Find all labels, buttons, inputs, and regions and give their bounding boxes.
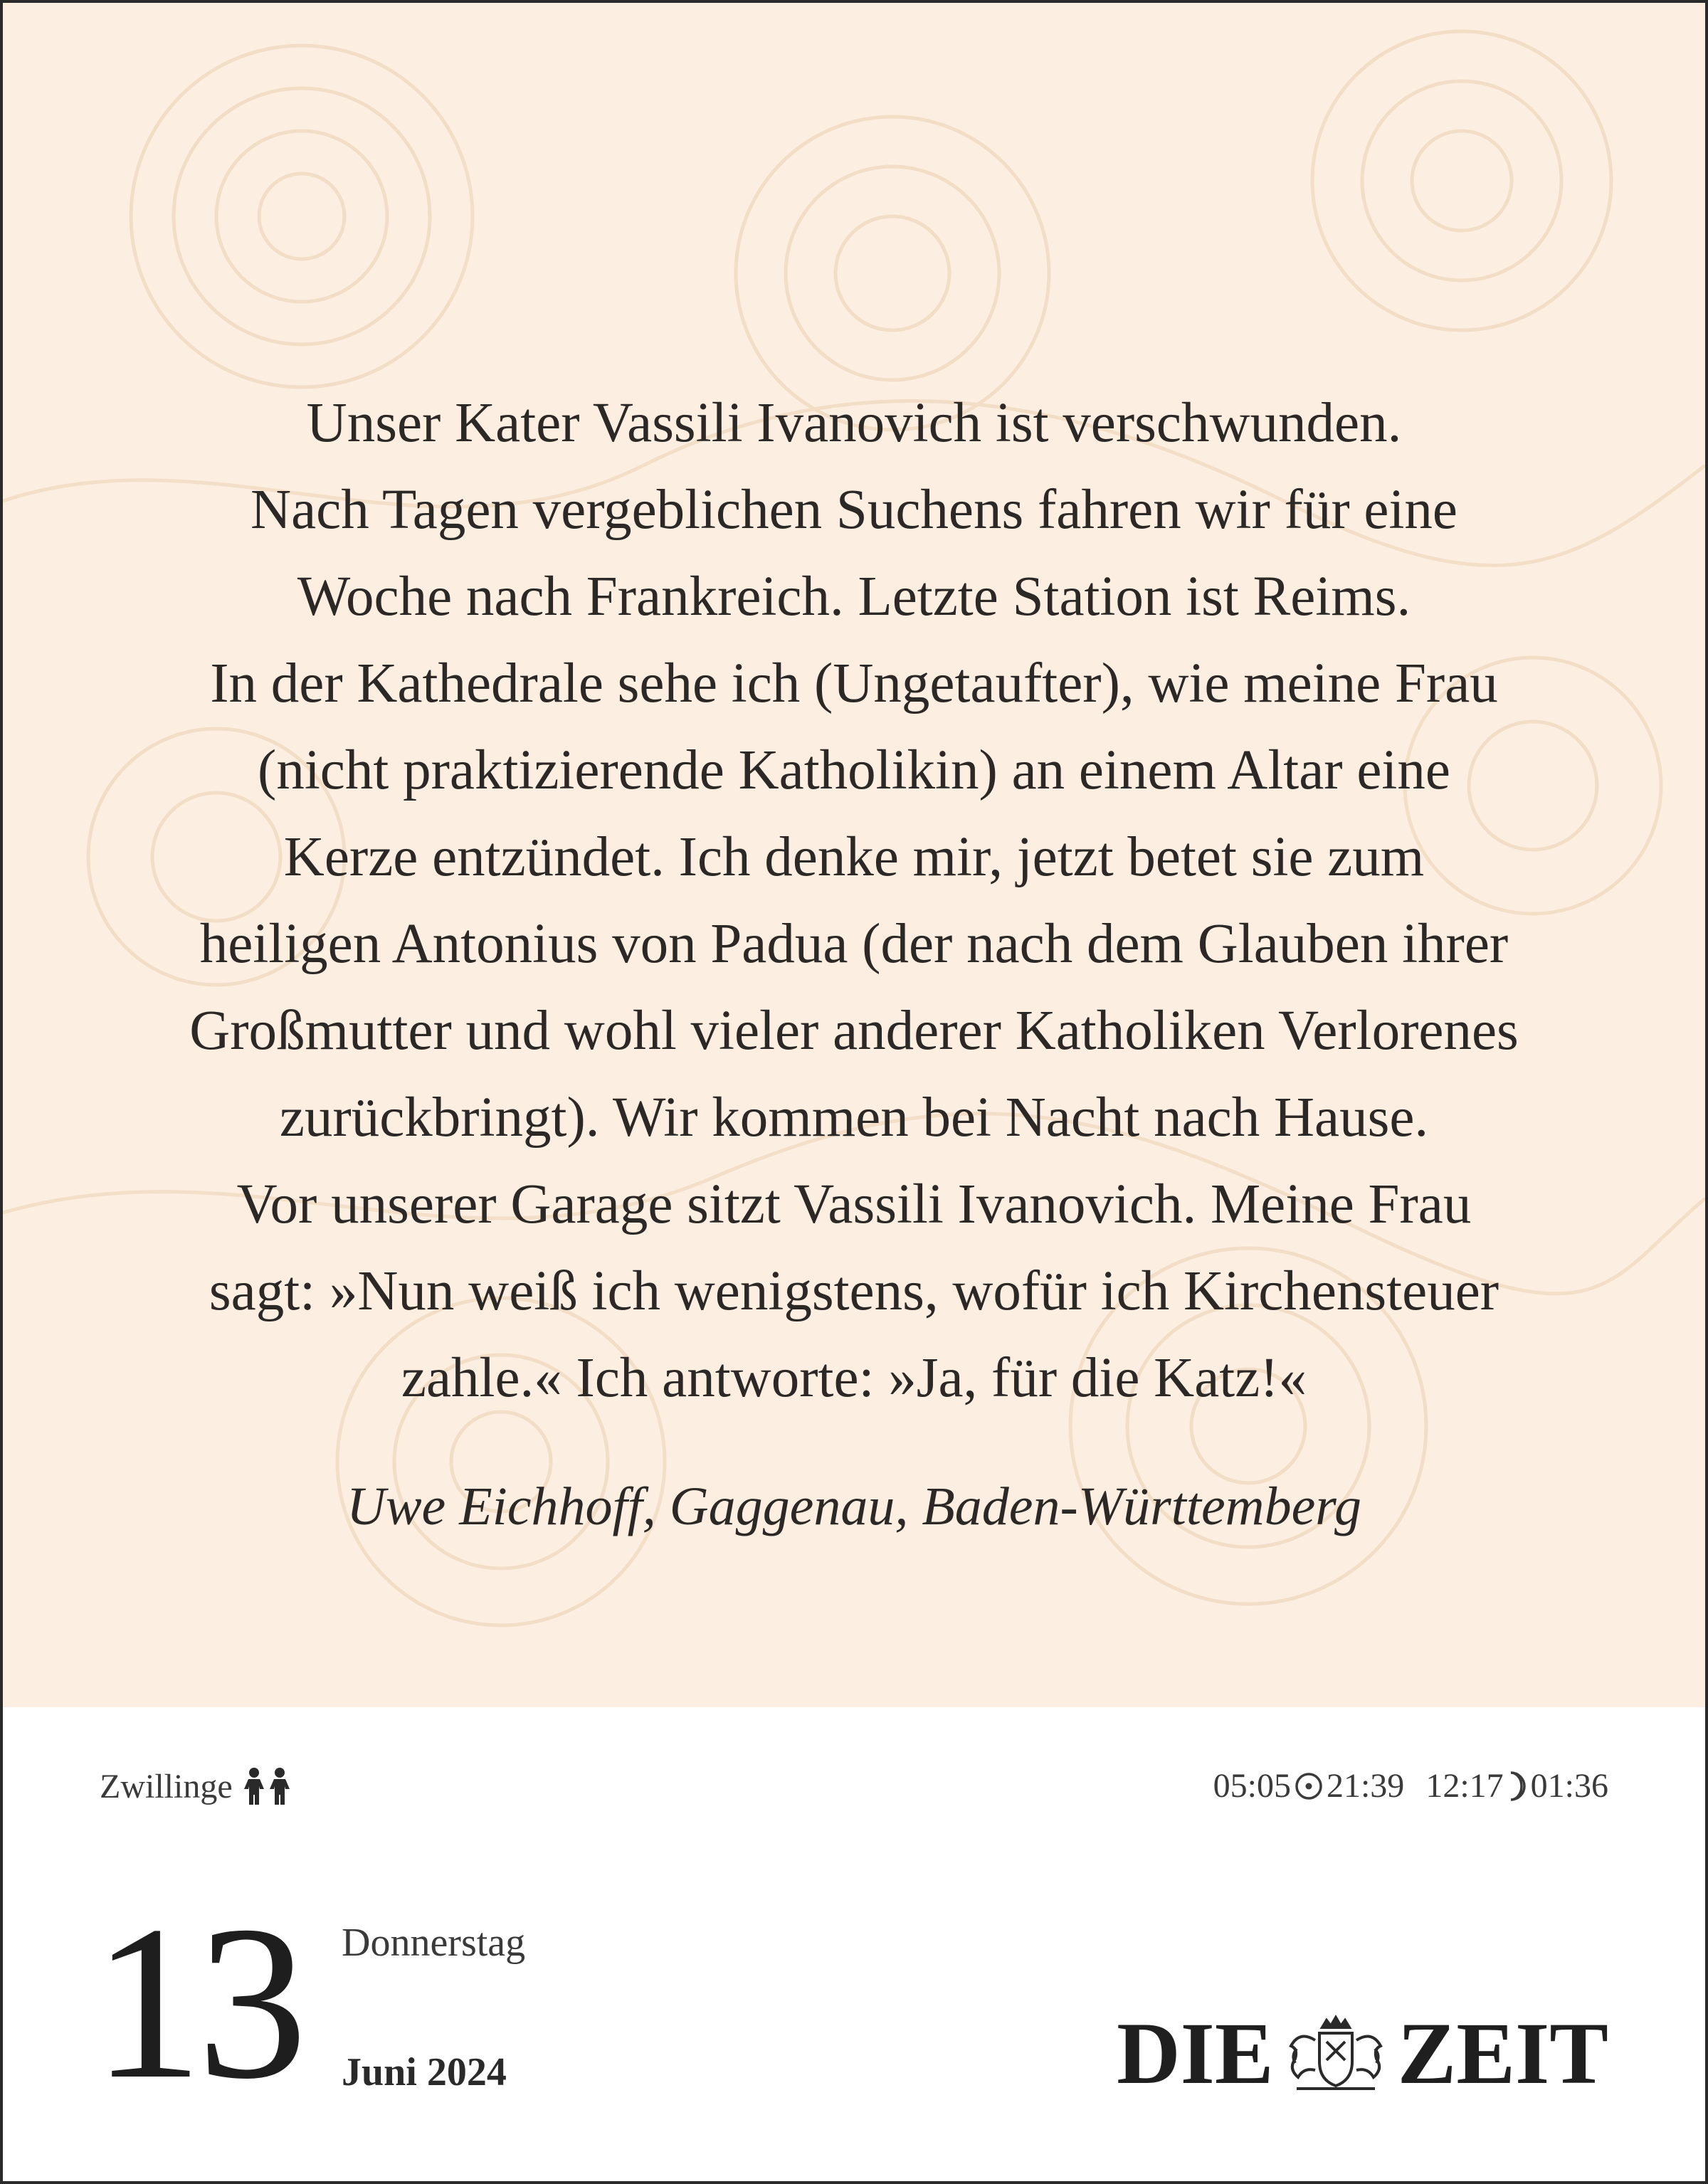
bremen-crest-icon — [1275, 2012, 1396, 2096]
weekday: Donnerstag — [342, 1921, 526, 1965]
quote-line: heiligen Antonius von Padua (der nach dem Glauben ihrer — [199, 913, 1509, 975]
sun-moon-times — [1213, 1766, 1608, 1805]
sunrise-time: 05:05 — [1213, 1767, 1291, 1805]
logo-word-die: DIE — [1117, 2005, 1274, 2102]
moonrise-time: 12:17 — [1425, 1767, 1504, 1805]
month-year: Juni 2024 — [342, 2050, 507, 2094]
quote-line: Nach Tagen vergeblichen Suchens fahren wir für eine — [251, 479, 1457, 541]
gemini-twins-icon — [240, 1766, 297, 1806]
moonset-time: 01:36 — [1530, 1767, 1608, 1805]
crescent-moon-icon — [1507, 1771, 1528, 1802]
quote-line: Kerze entzündet. Ich denke mir, jetzt betet sie zum — [283, 826, 1425, 888]
sun-icon — [1294, 1771, 1324, 1801]
quote-line: zahle.« Ich antworte: »Ja, für die Katz!« — [401, 1347, 1307, 1409]
quote-line: sagt: »Nun weiß ich wenigstens, wofür ich Kirchensteuer — [209, 1260, 1499, 1322]
quote-panel — [3, 3, 1705, 1707]
quote-line: Großmutter und wohl vieler anderer Katholiken Verlorenes — [189, 1000, 1519, 1062]
zodiac-label: Zwillinge — [100, 1767, 233, 1805]
zodiac-sign — [100, 1766, 297, 1806]
sunset-time: 21:39 — [1326, 1767, 1405, 1805]
die-zeit-logo — [1117, 2005, 1608, 2102]
quote-line: In der Kathedrale sehe ich (Ungetaufter), wie meine Frau — [210, 653, 1498, 714]
quote-line: Unser Kater Vassili Ivanovich ist verschwunden. — [306, 392, 1402, 454]
quote-line: Woche nach Frankreich. Letzte Station ist Reims. — [297, 566, 1411, 628]
quote-text — [74, 380, 1634, 1422]
logo-word-zeit: ZEIT — [1397, 2005, 1608, 2102]
quote-line: zurückbringt). Wir kommen bei Nacht nach Hause. — [279, 1087, 1429, 1149]
quote-author: Uwe Eichhoff, Gaggenau, Baden-Württemberg — [346, 1477, 1362, 1536]
quote-line: (nicht praktizierende Katholikin) an einem Altar eine — [258, 739, 1450, 801]
day-number: 13 — [93, 1881, 302, 2125]
quote-line: Vor unserer Garage sitzt Vassili Ivanovich. Meine Frau — [236, 1173, 1472, 1235]
